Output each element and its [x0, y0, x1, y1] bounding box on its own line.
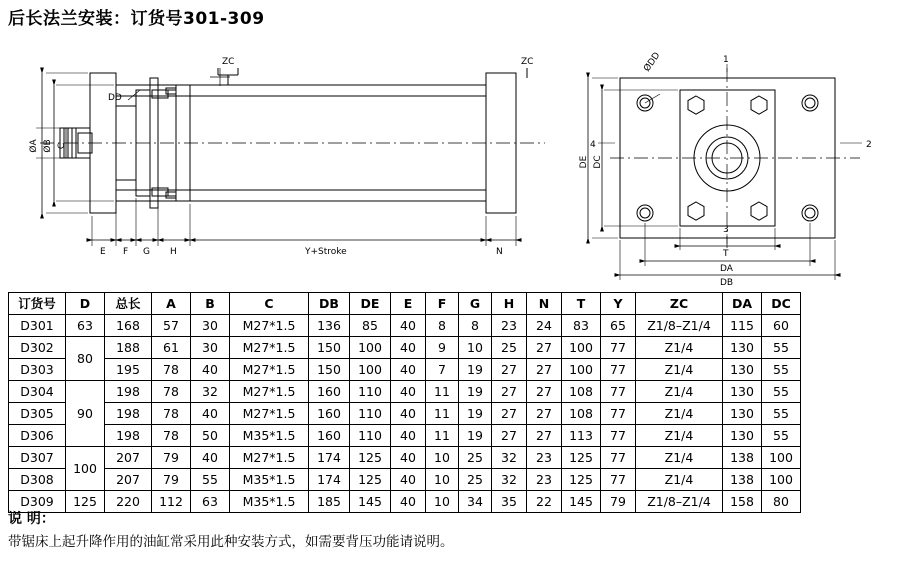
- label-diameter-a: ØA: [29, 139, 39, 153]
- cell-de: 85: [350, 315, 391, 337]
- cell-a: 79: [152, 469, 191, 491]
- cell-t: 83: [562, 315, 601, 337]
- cell-zc: Z1/8–Z1/4: [636, 315, 723, 337]
- cell-da: 130: [723, 337, 762, 359]
- th-n: N: [527, 293, 562, 315]
- cell-f: 10: [426, 491, 459, 513]
- cell-a: 78: [152, 359, 191, 381]
- cell-y: 77: [601, 381, 636, 403]
- cell-h: 27: [492, 403, 527, 425]
- cell-code: D301: [9, 315, 66, 337]
- cell-zc: Z1/8–Z1/4: [636, 491, 723, 513]
- cell-b: 30: [191, 337, 230, 359]
- cell-a: 78: [152, 403, 191, 425]
- cell-h: 27: [492, 425, 527, 447]
- cell-bore-diameter: 125: [66, 491, 105, 513]
- cell-t: 100: [562, 359, 601, 381]
- th-a: A: [152, 293, 191, 315]
- cell-total: 198: [105, 403, 152, 425]
- table-row: [9, 447, 801, 469]
- notes-body: 带锯床上起升降作用的油缸常采用此种安装方式，如需要背压功能请说明。: [8, 534, 454, 550]
- cell-code: D302: [9, 337, 66, 359]
- cell-total: 220: [105, 491, 152, 513]
- cell-n: 24: [527, 315, 562, 337]
- cell-dc: 80: [762, 491, 801, 513]
- cell-h: 25: [492, 337, 527, 359]
- cell-e: 40: [391, 337, 426, 359]
- cell-dc: 55: [762, 403, 801, 425]
- cell-t: 145: [562, 491, 601, 513]
- cell-da: 130: [723, 403, 762, 425]
- cell-de: 125: [350, 469, 391, 491]
- cell-f: 10: [426, 447, 459, 469]
- cell-y: 77: [601, 447, 636, 469]
- cell-zc: Z1/4: [636, 381, 723, 403]
- cell-da: 138: [723, 447, 762, 469]
- label-pos-3: 3: [723, 225, 729, 235]
- cell-bore-diameter: 90: [66, 381, 105, 447]
- label-g: G: [143, 247, 150, 257]
- cell-f: 11: [426, 381, 459, 403]
- cell-bore-diameter: 63: [66, 315, 105, 337]
- th-da: DA: [723, 293, 762, 315]
- label-db: DB: [720, 278, 734, 288]
- cell-da: 130: [723, 425, 762, 447]
- cell-db: 150: [309, 359, 350, 381]
- cell-total: 207: [105, 447, 152, 469]
- table-body: [9, 315, 801, 513]
- cell-c: M35*1.5: [230, 425, 309, 447]
- label-t: T: [723, 249, 729, 259]
- cell-dc: 55: [762, 425, 801, 447]
- cell-n: 27: [527, 359, 562, 381]
- label-zc-right: ZC: [521, 57, 534, 67]
- cell-c: M27*1.5: [230, 447, 309, 469]
- cell-c: M27*1.5: [230, 403, 309, 425]
- label-pos-1: 1: [723, 55, 729, 65]
- cell-da: 138: [723, 469, 762, 491]
- label-e: E: [100, 247, 106, 257]
- cell-b: 63: [191, 491, 230, 513]
- cell-b: 40: [191, 447, 230, 469]
- page-title: 后长法兰安装：订货号301-309: [8, 9, 265, 29]
- cell-t: 108: [562, 381, 601, 403]
- cell-c: M27*1.5: [230, 315, 309, 337]
- cell-a: 78: [152, 425, 191, 447]
- table-row: [9, 425, 801, 447]
- cell-t: 100: [562, 337, 601, 359]
- cell-y: 79: [601, 491, 636, 513]
- spec-table: [8, 292, 801, 513]
- th-d: D: [66, 293, 105, 315]
- cell-f: 11: [426, 403, 459, 425]
- cell-y: 77: [601, 403, 636, 425]
- cell-bore-diameter: 100: [66, 447, 105, 491]
- th-de: DE: [350, 293, 391, 315]
- cell-total: 168: [105, 315, 152, 337]
- cell-db: 174: [309, 447, 350, 469]
- cell-db: 174: [309, 469, 350, 491]
- table-row: [9, 469, 801, 491]
- cell-t: 125: [562, 469, 601, 491]
- cell-t: 113: [562, 425, 601, 447]
- cell-dc: 55: [762, 381, 801, 403]
- th-b: B: [191, 293, 230, 315]
- cell-h: 32: [492, 447, 527, 469]
- table-row: [9, 359, 801, 381]
- cell-e: 40: [391, 403, 426, 425]
- cell-code: D307: [9, 447, 66, 469]
- cell-y: 77: [601, 425, 636, 447]
- cell-dc: 55: [762, 337, 801, 359]
- cell-code: D304: [9, 381, 66, 403]
- cell-b: 30: [191, 315, 230, 337]
- cell-code: D309: [9, 491, 66, 513]
- table-row: [9, 315, 801, 337]
- th-t: T: [562, 293, 601, 315]
- cell-code: D305: [9, 403, 66, 425]
- cell-e: 40: [391, 447, 426, 469]
- th-dc: DC: [762, 293, 801, 315]
- cell-zc: Z1/4: [636, 359, 723, 381]
- cell-f: 8: [426, 315, 459, 337]
- cell-db: 136: [309, 315, 350, 337]
- cell-code: D308: [9, 469, 66, 491]
- cell-dc: 100: [762, 469, 801, 491]
- cell-de: 145: [350, 491, 391, 513]
- cell-a: 78: [152, 381, 191, 403]
- cell-b: 40: [191, 359, 230, 381]
- th-zc: ZC: [636, 293, 723, 315]
- cell-db: 160: [309, 403, 350, 425]
- label-c: C: [57, 142, 67, 150]
- th-y: Y: [601, 293, 636, 315]
- cell-b: 50: [191, 425, 230, 447]
- cell-total: 198: [105, 425, 152, 447]
- cell-zc: Z1/4: [636, 469, 723, 491]
- cell-a: 61: [152, 337, 191, 359]
- cell-g: 34: [459, 491, 492, 513]
- cell-a: 112: [152, 491, 191, 513]
- cell-da: 130: [723, 381, 762, 403]
- table-row: [9, 381, 801, 403]
- label-pos-2: 2: [866, 140, 872, 150]
- th-code: 订货号: [9, 293, 66, 315]
- th-e: E: [391, 293, 426, 315]
- label-pos-4: 4: [590, 140, 596, 150]
- th-f: F: [426, 293, 459, 315]
- table-row: [9, 337, 801, 359]
- label-h: H: [170, 247, 177, 257]
- cell-t: 108: [562, 403, 601, 425]
- th-total-length: 总长: [105, 293, 152, 315]
- cell-n: 23: [527, 469, 562, 491]
- label-da: DA: [720, 264, 733, 274]
- cell-c: M27*1.5: [230, 381, 309, 403]
- label-zc-left: ZC: [222, 57, 235, 67]
- cell-f: 11: [426, 425, 459, 447]
- cell-e: 40: [391, 359, 426, 381]
- cell-c: M27*1.5: [230, 337, 309, 359]
- cell-zc: Z1/4: [636, 425, 723, 447]
- cell-total: 188: [105, 337, 152, 359]
- cell-dc: 100: [762, 447, 801, 469]
- th-c: C: [230, 293, 309, 315]
- cell-de: 100: [350, 359, 391, 381]
- cell-code: D306: [9, 425, 66, 447]
- cell-zc: Z1/4: [636, 447, 723, 469]
- cell-a: 79: [152, 447, 191, 469]
- table-row: [9, 491, 801, 513]
- cell-t: 125: [562, 447, 601, 469]
- cell-e: 40: [391, 469, 426, 491]
- cell-h: 35: [492, 491, 527, 513]
- cell-n: 27: [527, 403, 562, 425]
- cell-de: 110: [350, 381, 391, 403]
- cell-db: 150: [309, 337, 350, 359]
- notes-title: 说 明：: [8, 511, 55, 527]
- label-diameter-dd: ØDD: [642, 50, 663, 74]
- cell-g: 25: [459, 447, 492, 469]
- cell-f: 10: [426, 469, 459, 491]
- cell-y: 77: [601, 359, 636, 381]
- table-row: [9, 403, 801, 425]
- cell-y: 65: [601, 315, 636, 337]
- label-dc: DC: [593, 155, 603, 169]
- label-de: DE: [579, 155, 589, 169]
- cell-da: 130: [723, 359, 762, 381]
- cell-db: 160: [309, 381, 350, 403]
- cell-n: 27: [527, 381, 562, 403]
- cell-de: 110: [350, 425, 391, 447]
- technical-drawing: [0, 28, 900, 288]
- cell-c: M35*1.5: [230, 469, 309, 491]
- cell-de: 125: [350, 447, 391, 469]
- th-g: G: [459, 293, 492, 315]
- cell-total: 207: [105, 469, 152, 491]
- cell-e: 40: [391, 491, 426, 513]
- table-header-row: [9, 293, 801, 315]
- cell-zc: Z1/4: [636, 337, 723, 359]
- cell-da: 158: [723, 491, 762, 513]
- cell-f: 9: [426, 337, 459, 359]
- cell-c: M27*1.5: [230, 359, 309, 381]
- label-diameter-b: ØB: [43, 139, 53, 153]
- cell-y: 77: [601, 469, 636, 491]
- cell-h: 32: [492, 469, 527, 491]
- cell-g: 19: [459, 381, 492, 403]
- cell-dc: 60: [762, 315, 801, 337]
- cell-da: 115: [723, 315, 762, 337]
- cell-g: 10: [459, 337, 492, 359]
- cell-db: 160: [309, 425, 350, 447]
- th-db: DB: [309, 293, 350, 315]
- label-dd: DD: [108, 93, 122, 103]
- cell-de: 100: [350, 337, 391, 359]
- cell-zc: Z1/4: [636, 403, 723, 425]
- cell-total: 195: [105, 359, 152, 381]
- cell-b: 40: [191, 403, 230, 425]
- cell-de: 110: [350, 403, 391, 425]
- cell-db: 185: [309, 491, 350, 513]
- label-n: N: [496, 247, 503, 257]
- cell-g: 19: [459, 359, 492, 381]
- cell-b: 55: [191, 469, 230, 491]
- label-y-stroke: Y+Stroke: [305, 247, 347, 257]
- th-h: H: [492, 293, 527, 315]
- cell-g: 19: [459, 425, 492, 447]
- drawing-svg: [0, 28, 900, 288]
- cell-g: 8: [459, 315, 492, 337]
- cell-b: 32: [191, 381, 230, 403]
- cell-h: 23: [492, 315, 527, 337]
- cell-e: 40: [391, 381, 426, 403]
- cell-y: 77: [601, 337, 636, 359]
- cell-n: 27: [527, 425, 562, 447]
- cell-e: 40: [391, 315, 426, 337]
- cell-code: D303: [9, 359, 66, 381]
- cell-h: 27: [492, 381, 527, 403]
- cell-dc: 55: [762, 359, 801, 381]
- cell-f: 7: [426, 359, 459, 381]
- cell-bore-diameter: 80: [66, 337, 105, 381]
- label-f: F: [123, 247, 129, 257]
- cell-c: M35*1.5: [230, 491, 309, 513]
- cell-g: 19: [459, 403, 492, 425]
- cell-g: 25: [459, 469, 492, 491]
- cell-total: 198: [105, 381, 152, 403]
- cell-n: 22: [527, 491, 562, 513]
- cell-n: 23: [527, 447, 562, 469]
- cell-a: 57: [152, 315, 191, 337]
- cell-e: 40: [391, 425, 426, 447]
- cell-h: 27: [492, 359, 527, 381]
- cell-n: 27: [527, 337, 562, 359]
